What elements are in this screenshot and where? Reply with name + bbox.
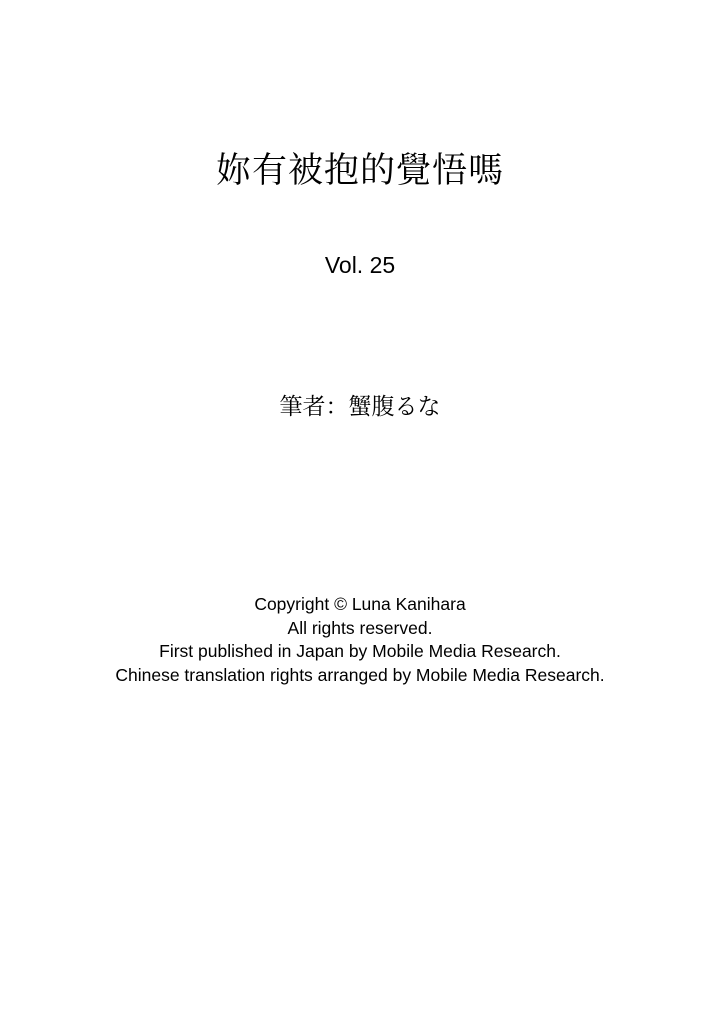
copyright-line-publication: First published in Japan by Mobile Media Research. (159, 641, 561, 662)
volume-number: Vol. 25 (324, 252, 396, 278)
copyright-line-translation: Chinese translation rights arranged by Mobile Media Research. (115, 665, 605, 686)
copyright-line-rights: All rights reserved. (287, 617, 433, 638)
copyright-line-owner: Copyright © Luna Kanihara (254, 594, 466, 614)
book-title: 妳有被抱的覺悟嗎 (215, 151, 504, 191)
copyright-notice (0, 593, 720, 688)
author-credit: 筆者：蟹腹るな (279, 394, 441, 420)
